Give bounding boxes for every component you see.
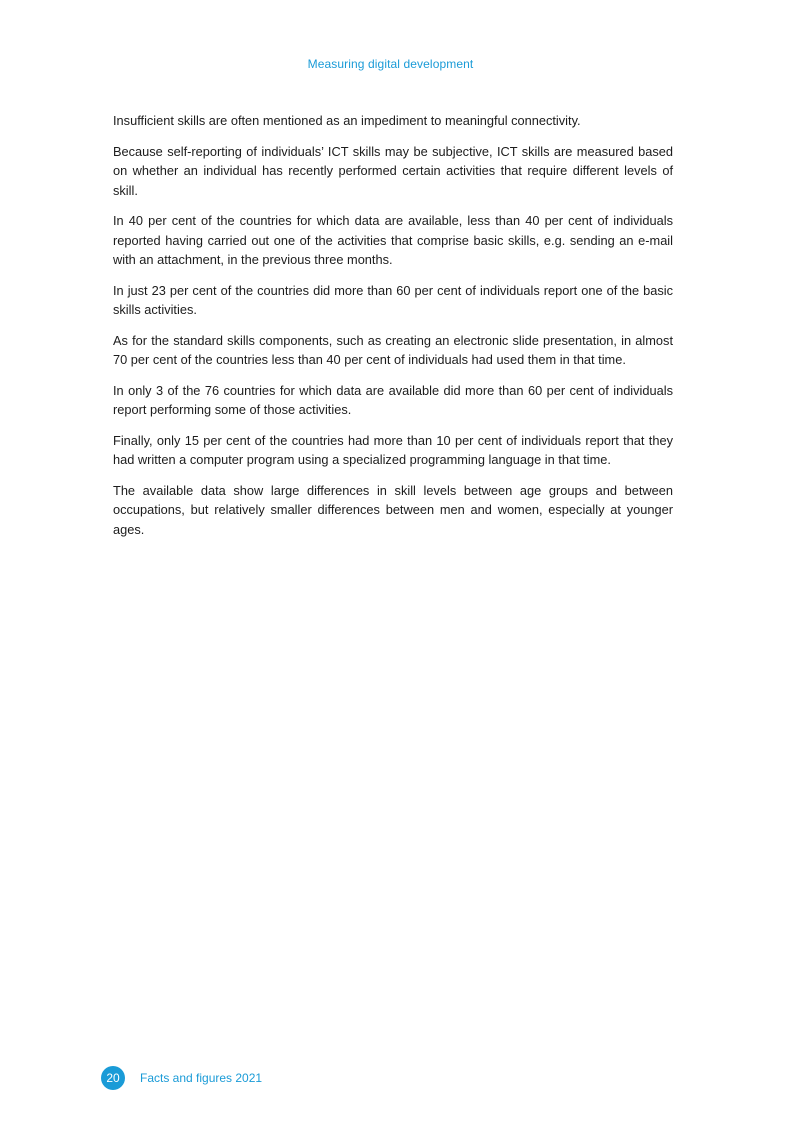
page-footer bbox=[101, 1066, 262, 1090]
paragraph: Finally, only 15 per cent of the countries had more than 10 per cent of individuals report that they had written a computer program using a specialized programming language in that time. bbox=[113, 432, 673, 467]
paragraph: Because self-reporting of individuals’ ICT skills may be subjective, ICT skills are measured based on whether an individual has recently performed certain activities that require different levels of skill. bbox=[113, 143, 673, 198]
paragraph: Insufficient skills are often mentioned as an impediment to meaningful connectivity. bbox=[113, 113, 581, 128]
footer-title: Facts and figures 2021 bbox=[140, 1071, 263, 1085]
running-header: Measuring digital development bbox=[307, 57, 474, 71]
paragraph: In 40 per cent of the countries for which data are available, less than 40 per cent of individuals reported having carried out one of the activities that comprise basic skills, e.g. sending an e-mail with an attachment, in the previous three months. bbox=[113, 213, 673, 267]
paragraph: In just 23 per cent of the countries did more than 60 per cent of individuals report one of the basic skills activities. bbox=[113, 282, 673, 317]
paragraph: The available data show large differences in skill levels between age groups and between occupations, but relatively smaller differences between men and women, especially at younger ages. bbox=[113, 482, 673, 537]
paragraph: As for the standard skills components, such as creating an electronic slide presentation, in almost 70 per cent of the countries less than 40 per cent of individuals had used them in that time. bbox=[113, 332, 673, 367]
paragraph: In only 3 of the 76 countries for which data are available did more than 60 per cent of individuals report performing some of those activities. bbox=[113, 382, 673, 417]
page-number-badge: 20 bbox=[101, 1066, 125, 1090]
body-text bbox=[113, 111, 673, 550]
